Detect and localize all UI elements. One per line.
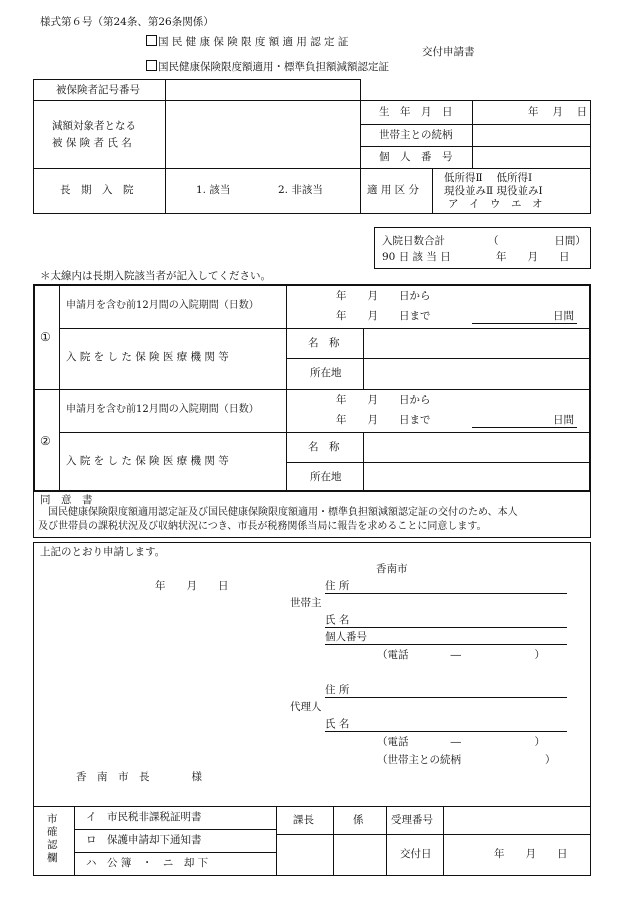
city-name: 香南市 [376, 563, 408, 575]
title1-checkbox[interactable] [146, 35, 157, 46]
section-1-days-unit: 日間 [553, 310, 574, 322]
category-label: 適 用 区 分 [367, 184, 420, 196]
title2-text: 国民健康保険限度額適用・標準負担額減額認定証 [158, 61, 389, 73]
receipt-no-input[interactable] [444, 807, 590, 833]
category-row-3[interactable]: ア イ ウ エ オ [448, 198, 543, 210]
section-2-number: ② [40, 434, 51, 448]
section-2-days-unit: 日間 [553, 414, 574, 426]
section-2-institution-label: 入 院 を し た 保 険 医 療 機 関 等 [66, 455, 229, 467]
consent-title: 同 意 書 [40, 494, 93, 506]
relation-label: 世帯主との続柄 [379, 129, 453, 141]
section-1-address-label: 所在地 [310, 367, 342, 379]
title-suffix: 交付申請書 [422, 46, 475, 58]
check-item-2[interactable]: ロ 保護申請却下通知書 [86, 834, 202, 846]
option-yes[interactable]: 1. 該当 [196, 184, 231, 196]
consent-line-2: 及び世帯員の課税状況及び収納状況につき、市長が税務関係当局に報告を求めることに同意します。 [38, 521, 487, 532]
day90-label: 90 日 該 当 日 [382, 251, 451, 263]
head-address-input[interactable] [325, 593, 567, 594]
section-2-name-input[interactable] [364, 433, 590, 461]
receipt-no-label: 受理番号 [391, 814, 433, 826]
total-days-label: 入院日数合計 [382, 235, 445, 247]
title1-text: 国 民 健 康 保 険 限 度 額 適 用 認 定 証 [158, 36, 349, 48]
agent-relation[interactable]: （世帯主との続柄 ） [377, 754, 556, 766]
section-2-name-label: 名 称 [308, 441, 340, 453]
city-check-char-3: 認 [47, 839, 58, 851]
category-row-2[interactable]: 現役並みⅡ 現役並みⅠ [444, 185, 543, 197]
section-2-address-input[interactable] [364, 463, 590, 491]
relation-input[interactable] [473, 125, 590, 145]
addressee: 香 南 市 長 様 [76, 771, 202, 783]
insured-no-input[interactable] [165, 79, 361, 101]
application-date[interactable]: 年 月 日 [155, 580, 229, 592]
section-1-address-input[interactable] [364, 359, 590, 388]
issue-date-label: 交付日 [400, 848, 432, 860]
section-1-from[interactable]: 年 月 日から [336, 290, 431, 302]
check-item-3[interactable]: ハ 公 簿 ・ ニ 却 下 [86, 857, 209, 869]
total-days-value[interactable]: （ 日間） [488, 235, 586, 247]
section-1-to[interactable]: 年 月 日まで [336, 310, 431, 322]
option-no[interactable]: 2. 非該当 [278, 184, 323, 196]
title-line-1 [146, 35, 348, 48]
day90-value[interactable]: 年 月 日 [496, 251, 570, 263]
agent-label: 代理人 [290, 701, 322, 713]
target-label-2: 被 保 険 者 氏 名 [52, 137, 132, 149]
agent-address-label: 住 所 [325, 684, 350, 696]
head-address-label: 住 所 [325, 580, 350, 592]
section-2-period-label: 申請月を含む前12月間の入院期間（日数） [66, 404, 259, 415]
head-name-label: 氏 名 [325, 614, 350, 626]
agent-phone[interactable]: （電話 ― ） [377, 736, 545, 748]
individual-no-label: 個 人 番 号 [379, 151, 453, 163]
title2-checkbox[interactable] [146, 60, 157, 71]
form-number: 様式第６号（第24条、第26条関係） [40, 16, 214, 28]
insured-no-label: 被保険者記号番号 [56, 84, 140, 96]
chief-stamp-cell[interactable] [277, 835, 332, 875]
birth-label: 生 年 月 日 [379, 106, 453, 118]
target-name-input[interactable] [166, 101, 359, 167]
section-2-from[interactable]: 年 月 日から [336, 394, 431, 406]
individual-no-input[interactable] [473, 147, 590, 167]
head-name-input[interactable] [325, 627, 567, 628]
check-item-1[interactable]: イ 市民税非課税証明書 [86, 811, 202, 823]
city-check-char-4: 欄 [47, 852, 58, 864]
head-phone[interactable]: （電話 ― ） [377, 649, 545, 661]
section-1-institution-label: 入 院 を し た 保 険 医 療 機 関 等 [66, 351, 229, 363]
application-intro: 上記のとおり申請します。 [40, 546, 166, 558]
agent-name-input[interactable] [325, 731, 567, 732]
head-individual-no-label: 個人番号 [325, 631, 367, 643]
head-label: 世帯主 [290, 597, 322, 609]
city-check-char-2: 確 [47, 826, 58, 838]
consent-line-1: 国民健康保険限度額適用認定証及び国民健康保険限度額適用・標準負担額減額認定証の交付のため、本人 [48, 507, 518, 518]
section-1-name-input[interactable] [364, 329, 590, 357]
long-term-note: ＊太線内は長期入院該当者が記入してください。 [40, 270, 271, 282]
chief-label: 課長 [293, 814, 314, 826]
section-1-number: ① [40, 330, 51, 344]
target-label-1: 減額対象者となる [52, 120, 136, 132]
issue-date-value[interactable]: 年 月 日 [494, 848, 568, 860]
section-2-to[interactable]: 年 月 日まで [336, 414, 431, 426]
staff-label: 係 [353, 814, 364, 826]
agent-name-label: 氏 名 [325, 718, 350, 730]
birth-value: 年 月 日 [528, 106, 588, 118]
category-row-1[interactable]: 低所得Ⅱ 低所得Ⅰ [444, 172, 533, 184]
city-check-char-1: 市 [47, 813, 58, 825]
section-2-address-label: 所在地 [310, 471, 342, 483]
agent-address-input[interactable] [325, 697, 567, 698]
head-individual-no-input[interactable] [325, 644, 567, 645]
section-1-period-label: 申請月を含む前12月間の入院期間（日数） [66, 300, 259, 311]
long-term-label: 長 期 入 院 [60, 184, 134, 196]
staff-stamp-cell[interactable] [334, 835, 385, 875]
section-1-name-label: 名 称 [308, 337, 340, 349]
title-line-2 [146, 60, 389, 73]
